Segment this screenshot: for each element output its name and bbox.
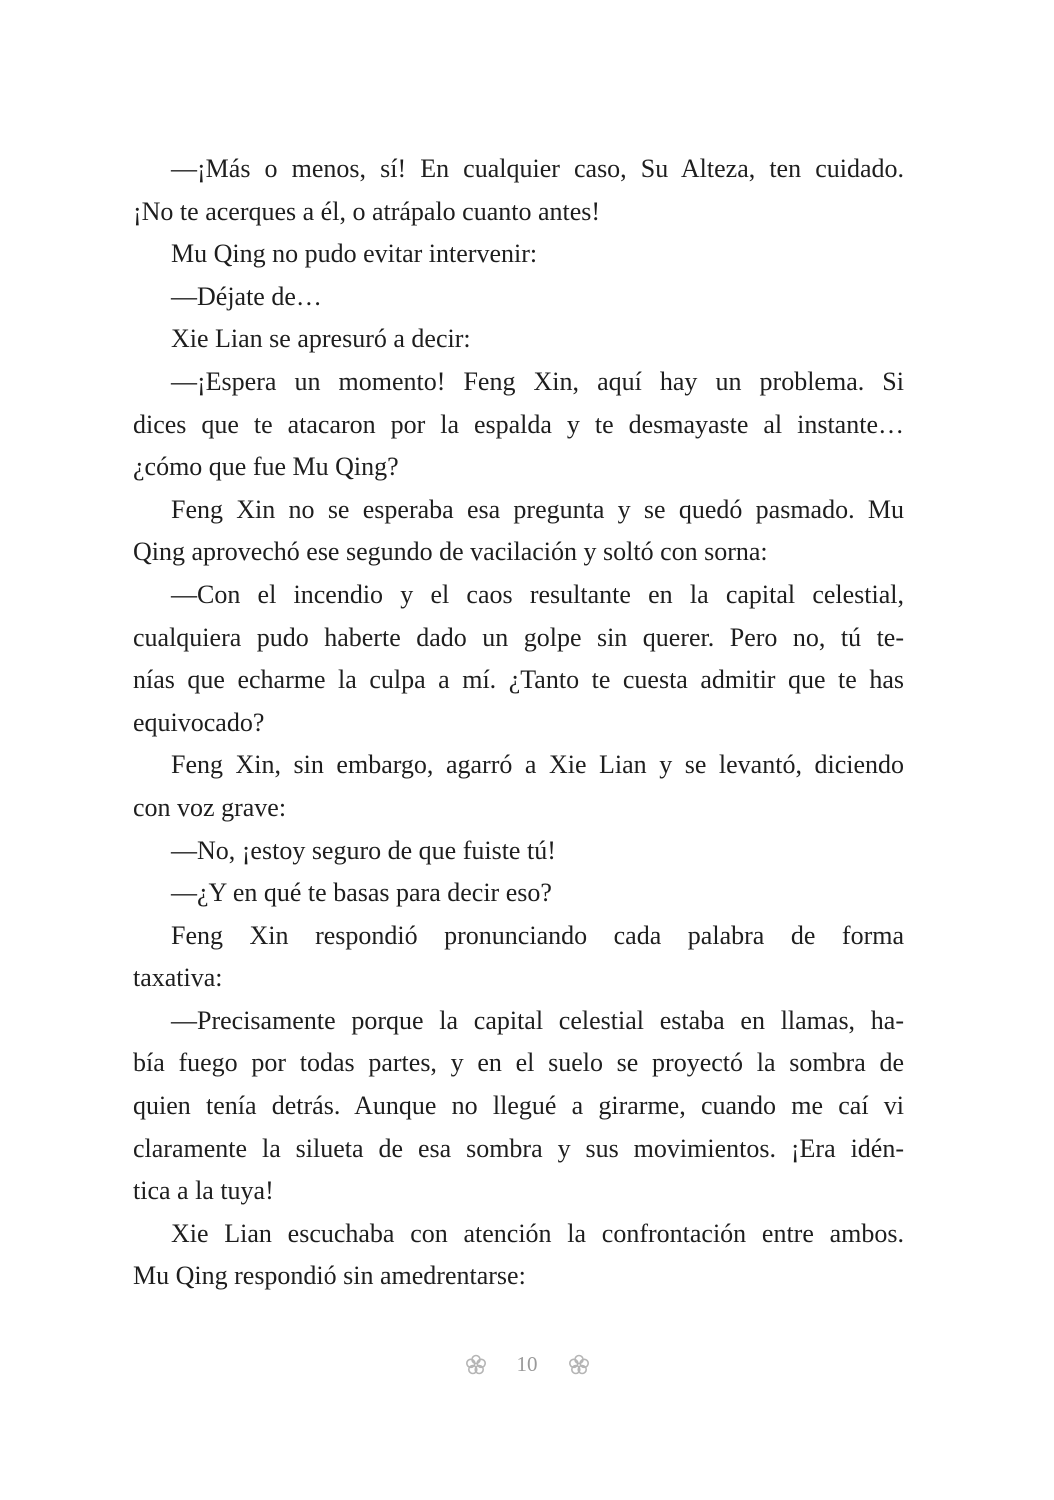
text-line: ¿cómo que fue Mu Qing? — [133, 452, 399, 482]
text-line: —Déjate de… — [171, 281, 322, 311]
page-footer — [0, 1352, 1054, 1377]
text-line: —Con el incendio y el caos resultante en la capital celestial, — [171, 579, 904, 609]
text-line: Feng Xin, sin embargo, agarró a Xie Lian y se levantó, diciendo — [171, 750, 904, 780]
flower-icon — [465, 1354, 487, 1376]
text-line: bía fuego por todas partes, y en el suelo se proyectó la sombra de — [133, 1048, 904, 1078]
text-line: ¡No te acerques a él, o atrápalo cuanto antes! — [133, 196, 601, 226]
text-line: —No, ¡estoy seguro de que fuiste tú! — [171, 835, 556, 865]
text-line: Feng Xin no se esperaba esa pregunta y se quedó pasmado. Mu — [171, 494, 904, 524]
text-line: claramente la silueta de esa sombra y sus movimientos. ¡Era idén- — [133, 1133, 904, 1163]
text-line: Feng Xin respondió pronunciando cada palabra de forma — [171, 920, 904, 950]
text-line: Xie Lian escuchaba con atención la confrontación entre ambos. — [171, 1218, 904, 1248]
text-line: —¿Y en qué te basas para decir eso? — [171, 878, 552, 908]
text-line: —Precisamente porque la capital celestial estaba en llamas, ha- — [171, 1005, 904, 1035]
text-line: Xie Lian se apresuró a decir: — [171, 324, 471, 354]
flower-icon — [568, 1354, 590, 1376]
text-line: tica a la tuya! — [133, 1176, 274, 1206]
text-line: —¡Espera un momento! Feng Xin, aquí hay un problema. Si — [171, 366, 904, 396]
text-line: equivocado? — [133, 707, 265, 737]
text-line: Mu Qing no pudo evitar intervenir: — [171, 239, 538, 269]
page-number: 10 — [516, 1352, 538, 1376]
text-line: nías que echarme la culpa a mí. ¿Tanto te cuesta admitir que te has — [133, 665, 904, 695]
text-line: Qing aprovechó ese segundo de vacilación y soltó con sorna: — [133, 537, 768, 567]
body-text — [133, 148, 904, 1298]
text-line: —¡Más o menos, sí! En cualquier caso, Su Alteza, ten cuidado. — [171, 154, 904, 183]
text-line: con voz grave: — [133, 792, 287, 822]
text-line: taxativa: — [133, 963, 223, 993]
text-line: cualquiera pudo haberte dado un golpe sin querer. Pero no, tú te- — [133, 622, 904, 652]
text-line: dices que te atacaron por la espalda y te desmayaste al instante… — [133, 409, 904, 439]
text-line: Mu Qing respondió sin amedrentarse: — [133, 1261, 526, 1291]
text-line: quien tenía detrás. Aunque no llegué a girarme, cuando me caí vi — [133, 1091, 904, 1121]
